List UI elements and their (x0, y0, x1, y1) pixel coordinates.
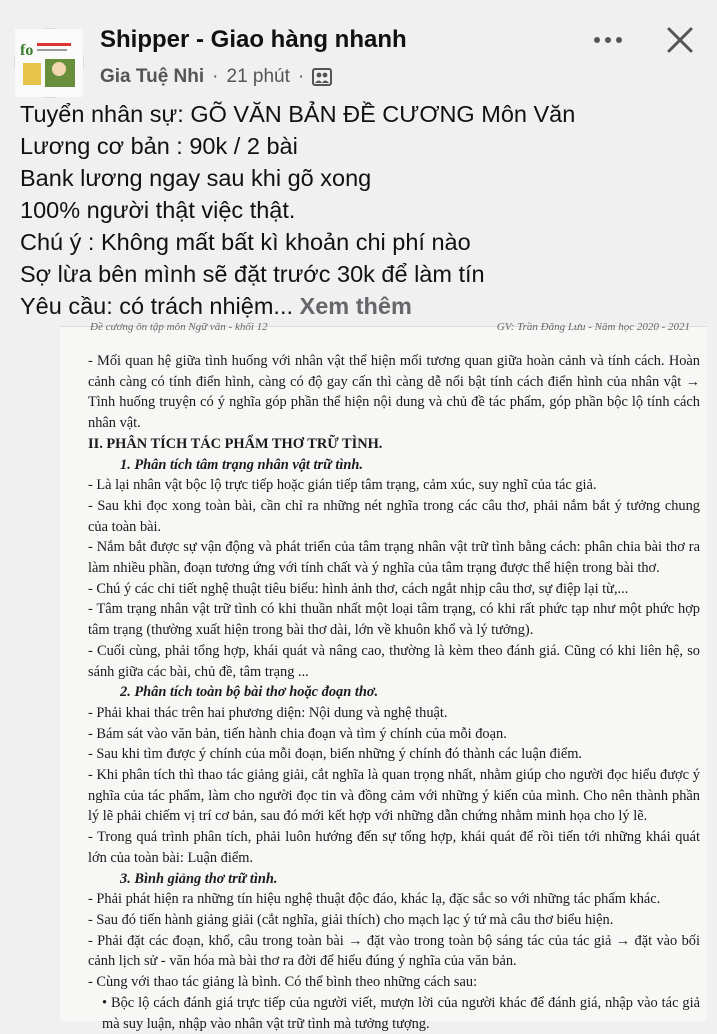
see-more-link[interactable]: Xem thêm (299, 293, 412, 319)
post-line: Lương cơ bản : 90k / 2 bài (20, 133, 298, 159)
post-last-line: Yêu cầu: có trách nhiệm... (20, 293, 300, 319)
doc-paragraph: - Là lại nhân vật bộc lộ trực tiếp hoặc gián tiếp tâm trạng, cảm xúc, suy nghĩ của tác giả. (88, 477, 597, 494)
doc-paragraph: - Sau đó tiến hành giảng giải (cắt nghĩa, giải thích) cho mạch lạc ý tứ mà câu thơ biểu hiện. (88, 911, 614, 928)
document-text (88, 351, 700, 1034)
doc-paragraph: - Bám sát vào văn bản, tiến hành chia đoạn và tìm ý chính của mỗi đoạn. (88, 725, 507, 742)
document-photo[interactable] (60, 321, 707, 1032)
svg-text:fo: fo (20, 42, 34, 59)
doc-paragraph: - Trong quá trình phân tích, phải luôn hướng đến sự tổng hợp, khái quát để rồi tiến tới những khái quát lớn của toàn bài: Luận điểm. (88, 829, 700, 866)
doc-bullet: • Bộc lộ cách đánh giá trực tiếp của người viết, mượn lời của người khác để đánh giá, nhập vào tác giả mà suy luận, nhập vào nhân vật trữ tình mà tưởng tượng. (102, 994, 700, 1032)
group-name[interactable]: Shipper - Giao hàng nhanh (100, 26, 407, 53)
post-line: 100% người thật việc thật. (20, 197, 296, 223)
meta-separator: · (212, 66, 219, 87)
post-line: Sợ lừa bên mình sẽ đặt trước 30k để làm tín (20, 261, 485, 287)
post-line: Chú ý : Không mất bất kì khoản chi phí nào (20, 229, 471, 255)
doc-paragraph: - Phải đặt các đoạn, khổ, câu trong toàn bài → đặt vào trong toàn bộ sáng tác của tác giả → đặt vào bối cảnh lịch sử - văn hóa mà bài thơ ra đời để hiểu đúng ý nghĩa của văn bản. (88, 932, 700, 970)
doc-paragraph: - Cùng với thao tác giảng là bình. Có thể bình theo những cách sau: (88, 974, 478, 991)
doc-paragraph: - Sau khi đọc xong toàn bài, cần chỉ ra những nét nghĩa trong các câu thơ, phải nắm bắt ý tưởng chung của toàn bài. (88, 497, 700, 535)
document-running-header (90, 321, 690, 335)
post-line (20, 290, 710, 322)
close-icon[interactable] (662, 22, 698, 58)
group-logo-icon (15, 29, 83, 97)
group-avatar[interactable] (14, 28, 84, 98)
group-privacy-icon (312, 68, 332, 86)
doc-paragraph: - Chú ý các chi tiết nghệ thuật tiêu biểu: hình ảnh thơ, cách ngắt nhịp câu thơ, sự điệp lại từ,... (88, 580, 629, 597)
post-text (20, 98, 710, 322)
doc-heading: II. PHÂN TÍCH TÁC PHẨM THƠ TRỮ TÌNH. (88, 435, 383, 452)
more-options-icon[interactable] (588, 26, 628, 54)
doc-header-right: GV: Trần Đăng Lưu - Năm học 2020 - 2021 (496, 321, 690, 333)
doc-heading: 3. Bình giảng thơ trữ tình. (120, 870, 278, 887)
doc-paragraph: - Mối quan hệ giữa tình huống với nhân vật thể hiện mối tương quan giữa hoàn cảnh và tính cách. Hoàn cảnh càng có tính điển hình, càng có độ gay cấn thì càng dễ nổi bật tính cách điển hình của nhân vật → Tình huống truyện có ý nghĩa góp phần thể hiện nội dung và chủ đề tác phẩm, góp phần bộc lộ tính cách nhân vật. (88, 353, 700, 432)
post-line: Bank lương ngay sau khi gõ xong (20, 165, 372, 191)
doc-paragraph: - Nắm bắt được sự vận động và phát triển của tâm trạng nhân vật trữ tình bằng cách: phân chia bài thơ ra làm nhiều phần, đoạn tương ứng với tính chất và ý nghĩa của tâm trạng được thể hiện trong bài thơ. (88, 539, 700, 577)
doc-paragraph: - Phải khai thác trên hai phương diện: Nội dung và nghệ thuật. (88, 704, 448, 721)
doc-paragraph: - Khi phân tích thì thao tác giảng giải, cắt nghĩa là quan trọng nhất, nhằm giúp cho người đọc hiểu được ý nghĩa của tác phẩm, làm cho người đọc tin và đồng cảm với những ý kiến của mình. Cho nên thành phần lý lẽ phải chiếm vị trí cơ bản, sau đó mới kết hợp với những dẫn chứng nhằm minh họa cho lý lẽ. (88, 767, 700, 825)
post-time[interactable]: 21 phút (226, 66, 290, 87)
meta-separator: · (297, 66, 305, 87)
doc-paragraph: - Cuối cùng, phải tổng hợp, khái quát và nâng cao, thường là kèm theo đánh giá. Cũng có khi liên hệ, so sánh giữa các bài, chủ đề, tâm trạng ... (88, 642, 700, 680)
author-name[interactable]: Gia Tuệ Nhi (100, 66, 205, 87)
doc-header-left: Đề cương ôn tập môn Ngữ văn - khối 12 (90, 321, 268, 333)
post-meta (100, 64, 332, 90)
post-header (0, 0, 717, 96)
doc-paragraph: - Phải phát hiện ra những tín hiệu nghệ thuật độc đáo, khác lạ, đặc sắc so với những tác phẩm khác. (88, 891, 661, 908)
doc-paragraph: - Sau khi tìm được ý chính của mỗi đoạn, biến những ý chính đó thành các luận điểm. (88, 746, 582, 763)
doc-heading: 2. Phân tích toàn bộ bài thơ hoặc đoạn thơ. (120, 684, 379, 701)
doc-heading: 1. Phân tích tâm trạng nhân vật trữ tình. (120, 456, 363, 473)
post-line: Tuyển nhân sự: GÕ VĂN BẢN ĐỀ CƯƠNG Môn Văn (20, 101, 576, 127)
doc-paragraph: - Tâm trạng nhân vật trữ tình có khi thuần nhất một loại tâm trạng, có khi rất phức tạp như một phức hợp tâm trạng (thường xuất hiện trong bài thơ dài, lớn về khuôn khổ và lý tưởng). (88, 601, 700, 639)
